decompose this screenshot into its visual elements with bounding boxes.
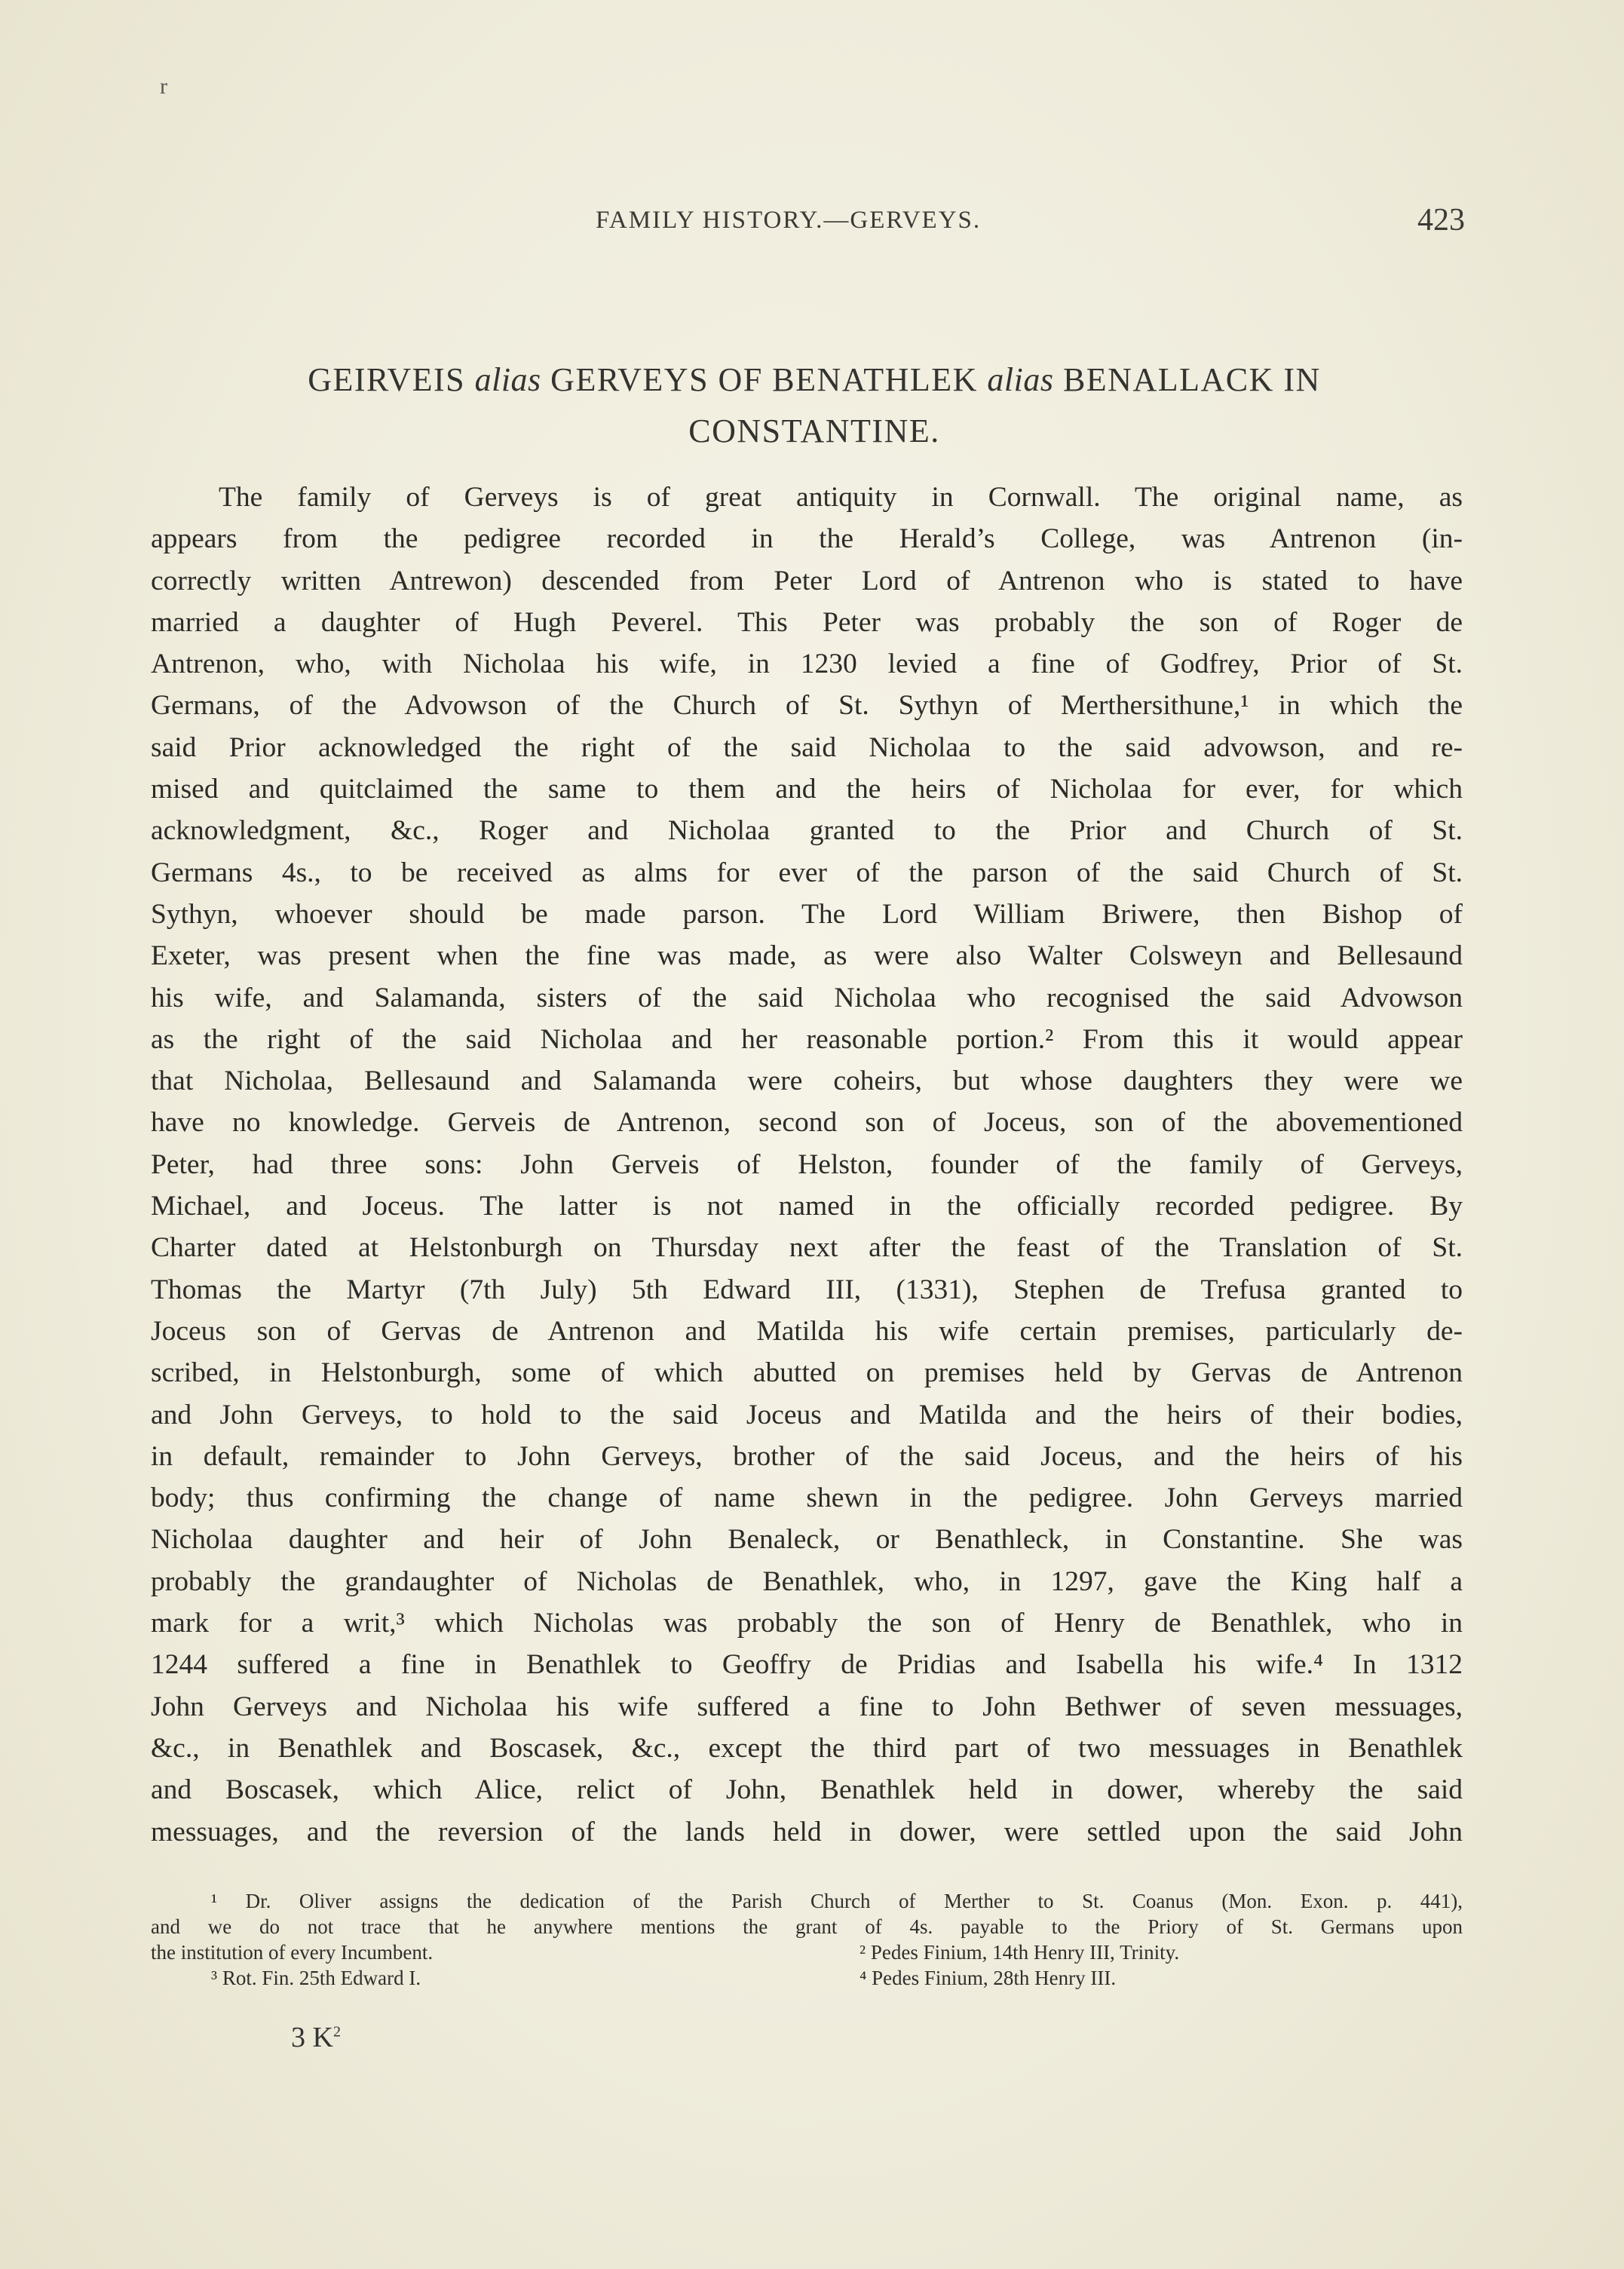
footnote-row [151, 1965, 1463, 1991]
heading-part3: BENALLACK IN [1062, 361, 1321, 398]
body-line: messuages, and the reversion of the lands held in dower, were settled upon the said John [151, 1816, 1463, 1847]
body-line: married a daughter of Hugh Peverel. This Peter was probably the son of Roger de [151, 606, 1463, 638]
body-line: his wife, and Salamanda, sisters of the said Nicholaa who recognised the said Advowson [151, 982, 1463, 1013]
body-line: body; thus confirming the change of name shewn in the pedigree. John Gerveys married [151, 1483, 1463, 1514]
footnote-2: ² Pedes Finium, 14th Henry III, Trinity. [859, 1941, 1180, 1964]
body-line: have no knowledge. Gerveis de Antrenon, second son of Joceus, son of the abovementioned [151, 1107, 1463, 1139]
footnote-1-line-3: the institution of every Incumbent. [151, 1941, 434, 1964]
body-line: Antrenon, who, with Nicholaa his wife, in 1230 levied a fine of Godfrey, Prior of St. [151, 649, 1463, 680]
body-line: John Gerveys and Nicholaa his wife suffered a fine to John Bethwer of seven messuages, [151, 1691, 1463, 1722]
body-line: Exeter, was present when the fine was made, as were also Walter Colsweyn and Bellesaund [151, 940, 1463, 972]
body-line: Sythyn, whoever should be made parson. The Lord William Briwere, then Bishop of [151, 898, 1463, 930]
signature-sup: 2 [332, 2023, 341, 2041]
body-line: mised and quitclaimed the same to them and the heirs of Nicholaa for ever, for which [151, 774, 1463, 805]
body-line: that Nicholaa, Bellesaund and Salamanda were coheirs, but whose daughters they were we [151, 1066, 1463, 1097]
heading-part2: GERVEYS OF BENATHLEK [550, 361, 978, 398]
body-line: Joceus son of Gervas de Antrenon and Matilda his wife certain premises, particularly de- [151, 1315, 1463, 1347]
footnote-1-line-2: and we do not trace that he anywhere mentions the grant of 4s. payable to the Priory of St. Germans upon [151, 1915, 1463, 1938]
body-line: Germans 4s., to be received as alms for ever of the parson of the said Church of St. [151, 857, 1463, 888]
footnote-row [151, 1939, 1463, 1965]
body-line: Peter, had three sons: John Gerveis of Helston, founder of the family of Gerveys, [151, 1148, 1463, 1180]
body-line: mark for a writ,³ which Nicholas was probably the son of Henry de Benathlek, who in [151, 1608, 1463, 1639]
footnote-4: ⁴ Pedes Finium, 28th Henry III. [859, 1967, 1117, 1989]
heading-part1: GEIRVEIS [308, 361, 466, 398]
body-line: Michael, and Joceus. The latter is not named in the officially recorded pedigree. By [151, 1191, 1463, 1222]
running-head [0, 203, 1624, 244]
body-line: Germans, of the Advowson of the Church of St. Sythyn of Merthersithune,¹ in which the [151, 690, 1463, 722]
body-line: acknowledgment, &c., Roger and Nicholaa granted to the Prior and Church of St. [151, 815, 1463, 847]
heading-line2: CONSTANTINE. [688, 412, 940, 449]
heading-alias1: alias [474, 361, 541, 398]
body-line: correctly written Antrewon) descended from Peter Lord of Antrenon who is stated to have [151, 565, 1463, 596]
page-number: 423 [1417, 203, 1465, 238]
signature-mark [291, 2021, 341, 2054]
body-line: Charter dated at Helstonburgh on Thursday next after the feast of the Translation of St. [151, 1232, 1463, 1264]
body-line: 1244 suffered a fine in Benathlek to Geoffry de Pridias and Isabella his wife.⁴ In 1312 [151, 1649, 1463, 1681]
body-line: in default, remainder to John Gerveys, brother of the said Joceus, and the heirs of his [151, 1440, 1463, 1472]
heading-alias2: alias [987, 361, 1054, 398]
section-heading [151, 354, 1478, 457]
body-line: and Boscasek, which Alice, relict of John, Benathlek held in dower, whereby the said [151, 1774, 1463, 1806]
stray-mark: r [160, 74, 167, 99]
body-line: probably the grandaughter of Nicholas de Benathlek, who, in 1297, gave the King half a [151, 1565, 1463, 1597]
body-line: said Prior acknowledged the right of the said Nicholaa to the said advowson, and re- [151, 731, 1463, 763]
body-line: Thomas the Martyr (7th July) 5th Edward III, (1331), Stephen de Trefusa granted to [151, 1274, 1463, 1305]
footnotes [151, 1888, 1463, 1991]
body-line: Nicholaa daughter and heir of John Benaleck, or Benathleck, in Constantine. She was [151, 1524, 1463, 1556]
body-line: &c., in Benathlek and Boscasek, &c., except the third part of two messuages in Benathlek [151, 1732, 1463, 1764]
body-line: appears from the pedigree recorded in the Herald’s College, was Antrenon (in- [151, 523, 1463, 555]
footnote-1-line-1: ¹ Dr. Oliver assigns the dedication of the Parish Church of Merther to St. Coanus (Mon. Exon. p. 441), [211, 1890, 1463, 1912]
body-line: as the right of the said Nicholaa and her reasonable portion.² From this it would appear [151, 1023, 1463, 1055]
body-line: The family of Gerveys is of great antiquity in Cornwall. The original name, as [219, 482, 1463, 513]
body-line: scribed, in Helstonburgh, some of which abutted on premises held by Gervas de Antrenon [151, 1357, 1463, 1389]
body-text [151, 477, 1463, 1853]
body-line: and John Gerveys, to hold to the said Joceus and Matilda and the heirs of their bodies, [151, 1399, 1463, 1430]
signature-text: 3 K [291, 2022, 333, 2053]
running-title: FAMILY HISTORY.—GERVEYS. [596, 207, 982, 234]
footnote-3: ³ Rot. Fin. 25th Edward I. [211, 1967, 421, 1989]
